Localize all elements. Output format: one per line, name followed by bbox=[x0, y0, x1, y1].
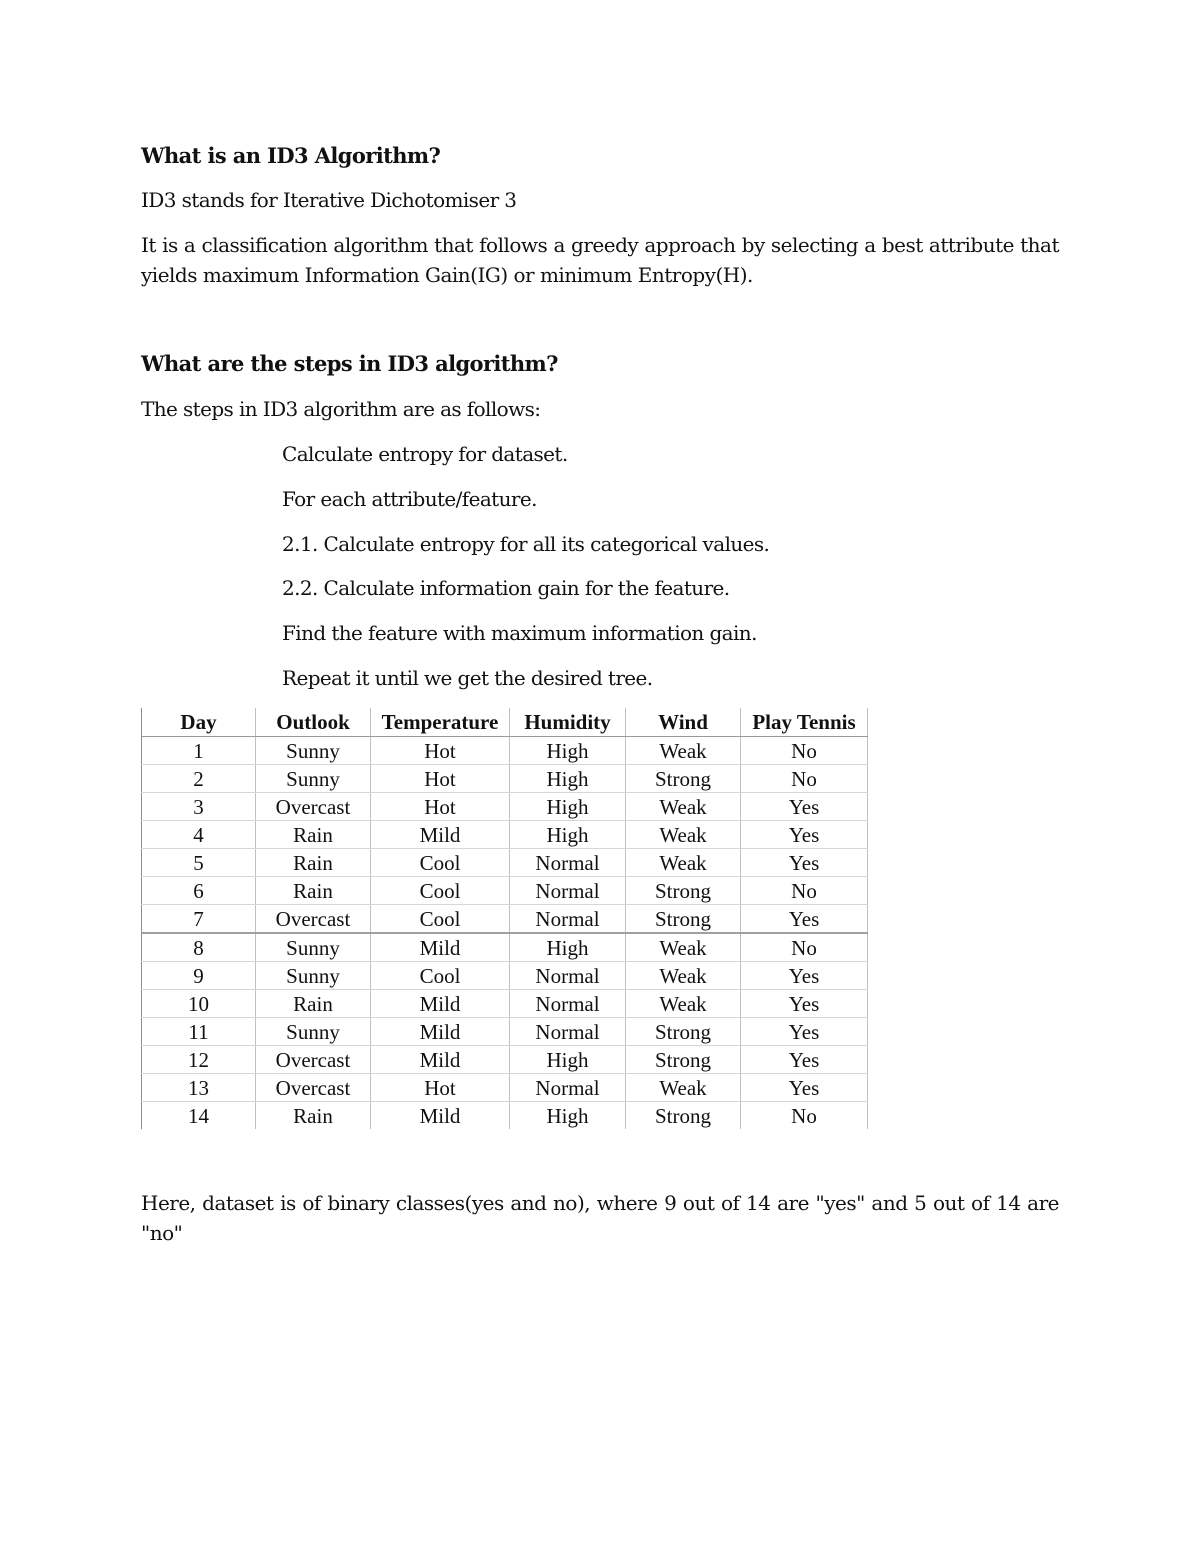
column-header: Humidity bbox=[510, 708, 626, 737]
table-cell: Hot bbox=[371, 793, 510, 821]
id3-definition: ID3 stands for Iterative Dichotomiser 3 bbox=[141, 188, 517, 212]
steps-intro: The steps in ID3 algorithm are as follows: bbox=[141, 397, 541, 421]
table-cell: Weak bbox=[626, 1074, 741, 1102]
table-cell: Normal bbox=[510, 905, 626, 934]
column-header: Temperature bbox=[371, 708, 510, 737]
table-cell: 13 bbox=[142, 1074, 256, 1102]
table-cell: No bbox=[741, 737, 868, 765]
table-cell: Weak bbox=[626, 990, 741, 1018]
table-cell: Hot bbox=[371, 1074, 510, 1102]
table-cell: High bbox=[510, 933, 626, 962]
table-cell: Hot bbox=[371, 737, 510, 765]
table-row bbox=[142, 962, 868, 990]
table-cell: Overcast bbox=[256, 1074, 371, 1102]
table-cell: 6 bbox=[142, 877, 256, 905]
table-cell: Mild bbox=[371, 990, 510, 1018]
table-cell: Yes bbox=[741, 905, 868, 934]
table-cell: Cool bbox=[371, 905, 510, 934]
table-header-row bbox=[142, 708, 868, 737]
table-cell: 8 bbox=[142, 933, 256, 962]
table-cell: Mild bbox=[371, 1046, 510, 1074]
play-tennis-table bbox=[141, 708, 868, 1129]
table-cell: No bbox=[741, 765, 868, 793]
table-cell: High bbox=[510, 821, 626, 849]
table-cell: 5 bbox=[142, 849, 256, 877]
table-cell: Strong bbox=[626, 877, 741, 905]
column-header: Outlook bbox=[256, 708, 371, 737]
table-cell: Yes bbox=[741, 1074, 868, 1102]
table-cell: Overcast bbox=[256, 1046, 371, 1074]
table-cell: Weak bbox=[626, 737, 741, 765]
table-cell: Yes bbox=[741, 849, 868, 877]
table-cell: Weak bbox=[626, 962, 741, 990]
table-cell: Yes bbox=[741, 1046, 868, 1074]
table-row bbox=[142, 1018, 868, 1046]
table-cell: Rain bbox=[256, 1102, 371, 1130]
table-row bbox=[142, 933, 868, 962]
table-cell: Strong bbox=[626, 1046, 741, 1074]
table-cell: Mild bbox=[371, 1018, 510, 1046]
table-cell: Hot bbox=[371, 765, 510, 793]
step-item: Repeat it until we get the desired tree. bbox=[282, 666, 653, 690]
table-cell: High bbox=[510, 793, 626, 821]
table-cell: Yes bbox=[741, 1018, 868, 1046]
table-cell: Normal bbox=[510, 962, 626, 990]
table-cell: Cool bbox=[371, 962, 510, 990]
table-cell: Sunny bbox=[256, 1018, 371, 1046]
table-cell: Cool bbox=[371, 849, 510, 877]
table-cell: 7 bbox=[142, 905, 256, 934]
table-cell: Normal bbox=[510, 877, 626, 905]
table-row bbox=[142, 765, 868, 793]
table-cell: 11 bbox=[142, 1018, 256, 1046]
table-cell: Overcast bbox=[256, 905, 371, 934]
table-cell: Sunny bbox=[256, 737, 371, 765]
step-item: 2.1. Calculate entropy for all its categorical values. bbox=[282, 532, 770, 556]
table-row bbox=[142, 1074, 868, 1102]
table-cell: Weak bbox=[626, 821, 741, 849]
table-cell: Mild bbox=[371, 821, 510, 849]
table-cell: Sunny bbox=[256, 962, 371, 990]
table-cell: Strong bbox=[626, 1018, 741, 1046]
table-cell: 9 bbox=[142, 962, 256, 990]
column-header: Day bbox=[142, 708, 256, 737]
step-item: Find the feature with maximum information gain. bbox=[282, 621, 757, 645]
table-cell: High bbox=[510, 737, 626, 765]
table-row bbox=[142, 737, 868, 765]
table-cell: High bbox=[510, 1102, 626, 1130]
table-cell: Normal bbox=[510, 1074, 626, 1102]
table-cell: Weak bbox=[626, 933, 741, 962]
table-cell: Mild bbox=[371, 933, 510, 962]
step-item: 2.2. Calculate information gain for the feature. bbox=[282, 576, 730, 600]
id3-description-paragraph: It is a classification algorithm that follows a greedy approach by selecting a best attribute that yields maximum Information Gain(IG) or minimum Entropy(H). bbox=[141, 233, 1059, 287]
table-cell: Sunny bbox=[256, 765, 371, 793]
table-cell: Weak bbox=[626, 849, 741, 877]
table-row bbox=[142, 990, 868, 1018]
table-cell: Overcast bbox=[256, 793, 371, 821]
table-cell: Strong bbox=[626, 765, 741, 793]
table-cell: 3 bbox=[142, 793, 256, 821]
table-cell: 12 bbox=[142, 1046, 256, 1074]
table-cell: Weak bbox=[626, 793, 741, 821]
column-header: Play Tennis bbox=[741, 708, 868, 737]
table-cell: 10 bbox=[142, 990, 256, 1018]
column-header: Wind bbox=[626, 708, 741, 737]
step-item: For each attribute/feature. bbox=[282, 487, 537, 511]
table-cell: Normal bbox=[510, 990, 626, 1018]
table-cell: Yes bbox=[741, 962, 868, 990]
table-row bbox=[142, 1046, 868, 1074]
table-cell: Mild bbox=[371, 1102, 510, 1130]
table-row bbox=[142, 1102, 868, 1130]
table-cell: Yes bbox=[741, 821, 868, 849]
play-tennis-table-container bbox=[141, 708, 868, 1129]
table-cell: Rain bbox=[256, 849, 371, 877]
table-cell: Rain bbox=[256, 821, 371, 849]
step-item: Calculate entropy for dataset. bbox=[282, 442, 568, 466]
table-cell: Yes bbox=[741, 793, 868, 821]
section-heading-steps: What are the steps in ID3 algorithm? bbox=[141, 351, 558, 376]
table-row bbox=[142, 821, 868, 849]
section-heading-id3: What is an ID3 Algorithm? bbox=[141, 143, 441, 168]
conclusion-paragraph: Here, dataset is of binary classes(yes and no), where 9 out of 14 are "yes" and 5 out of 14 are "no" bbox=[141, 1191, 1059, 1245]
table-row bbox=[142, 849, 868, 877]
table-cell: Cool bbox=[371, 877, 510, 905]
table-cell: Rain bbox=[256, 990, 371, 1018]
table-cell: Rain bbox=[256, 877, 371, 905]
table-cell: High bbox=[510, 765, 626, 793]
table-cell: Normal bbox=[510, 1018, 626, 1046]
table-cell: Sunny bbox=[256, 933, 371, 962]
table-cell: 1 bbox=[142, 737, 256, 765]
table-row bbox=[142, 793, 868, 821]
table-row bbox=[142, 877, 868, 905]
table-cell: No bbox=[741, 877, 868, 905]
table-cell: Strong bbox=[626, 905, 741, 934]
table-cell: Normal bbox=[510, 849, 626, 877]
table-cell: 14 bbox=[142, 1102, 256, 1130]
table-row bbox=[142, 905, 868, 934]
table-cell: Strong bbox=[626, 1102, 741, 1130]
table-cell: 2 bbox=[142, 765, 256, 793]
table-cell: No bbox=[741, 1102, 868, 1130]
table-cell: No bbox=[741, 933, 868, 962]
table-cell: Yes bbox=[741, 990, 868, 1018]
table-cell: 4 bbox=[142, 821, 256, 849]
table-cell: High bbox=[510, 1046, 626, 1074]
